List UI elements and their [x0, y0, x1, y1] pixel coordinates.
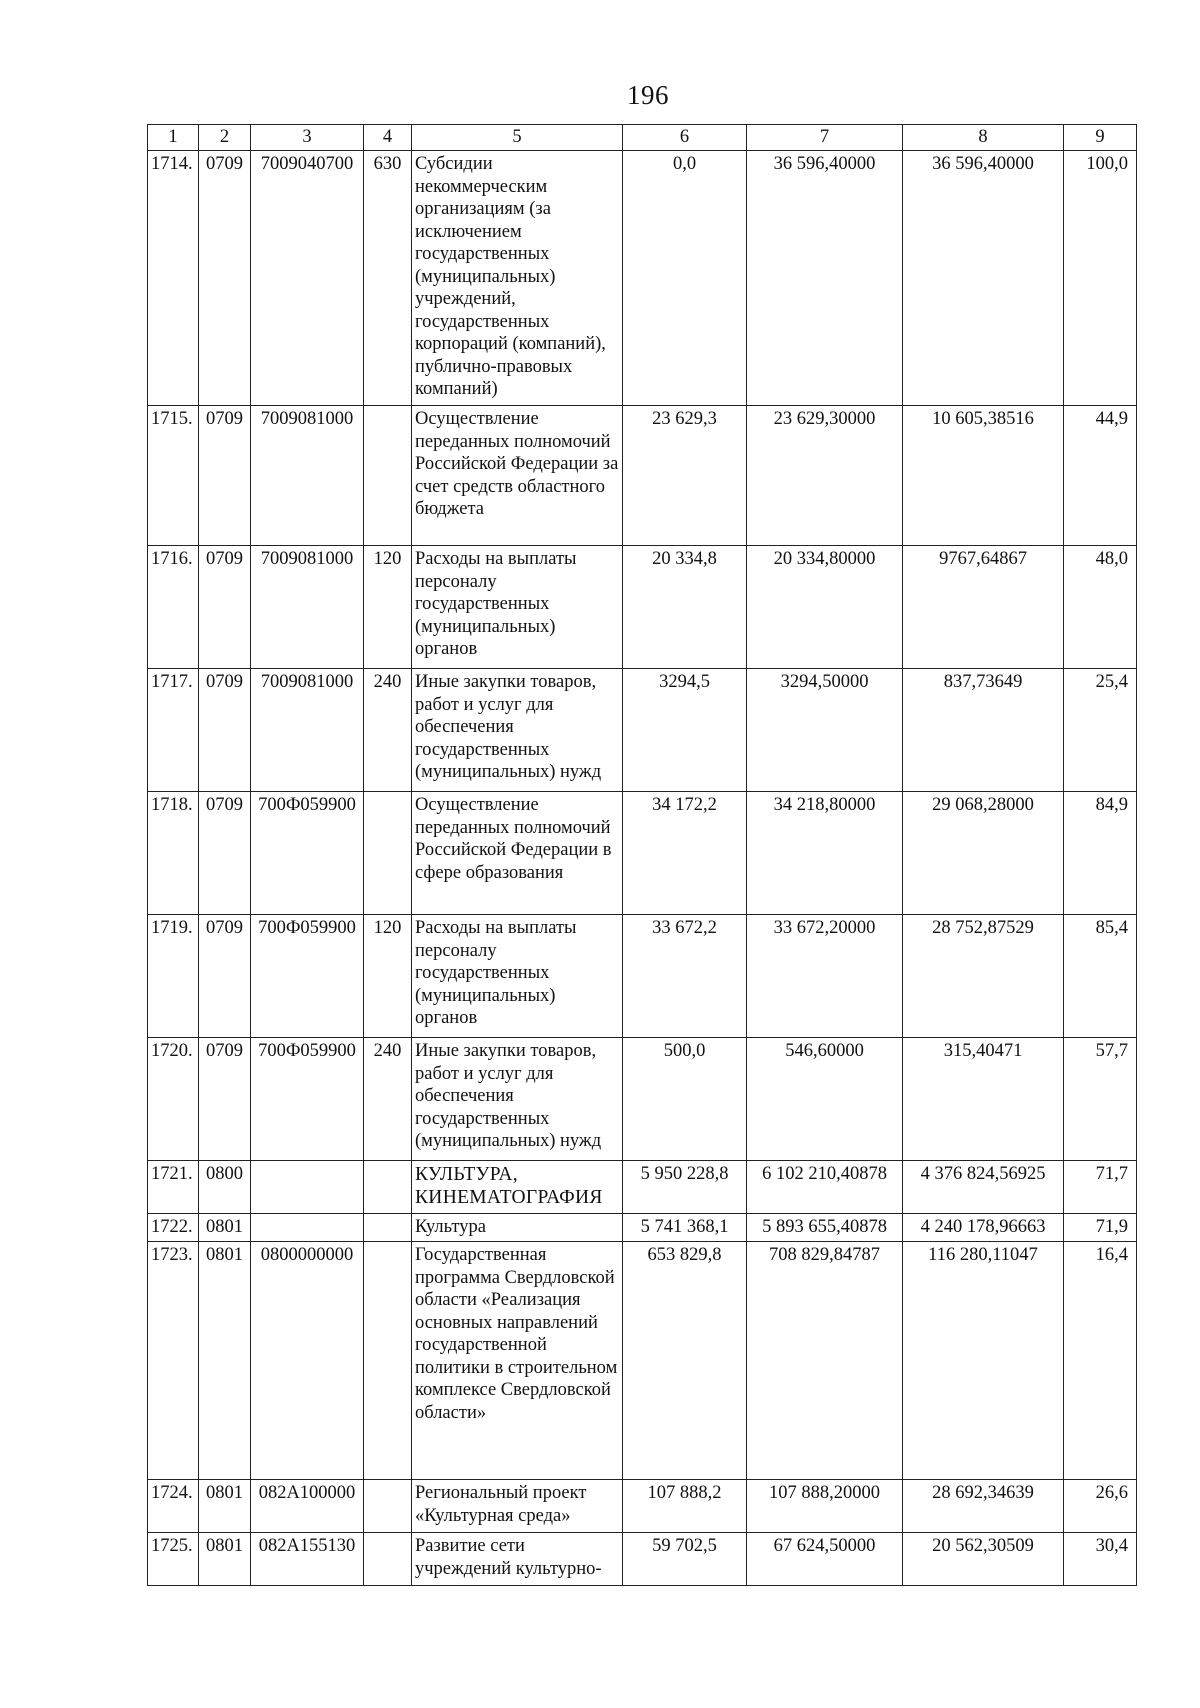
section-code: 0801 [199, 1214, 251, 1242]
revised-amount: 6 102 210,40878 [747, 1161, 903, 1214]
expense-type: 120 [364, 546, 412, 669]
expense-type [364, 1480, 412, 1533]
column-header: 5 [412, 125, 623, 151]
percent-executed: 71,7 [1064, 1161, 1137, 1214]
section-code: 0800 [199, 1161, 251, 1214]
column-header: 8 [903, 125, 1064, 151]
target-code: 7009081000 [251, 406, 364, 546]
header-row [148, 125, 1137, 151]
percent-executed: 57,7 [1064, 1038, 1137, 1161]
column-header: 9 [1064, 125, 1137, 151]
item-name: Иные закупки товаров, работ и услуг для обеспечения государственных (муниципальных) нужд [412, 1038, 623, 1161]
section-code: 0709 [199, 406, 251, 546]
row-number: 1718. [148, 792, 199, 915]
percent-executed: 26,6 [1064, 1480, 1137, 1533]
section-code: 0709 [199, 792, 251, 915]
actual-amount: 36 596,40000 [903, 151, 1064, 406]
expense-type: 120 [364, 915, 412, 1038]
expense-type: 240 [364, 1038, 412, 1161]
section-code: 0709 [199, 1038, 251, 1161]
planned-amount: 20 334,8 [623, 546, 747, 669]
page-number: 196 [627, 80, 669, 110]
percent-executed: 16,4 [1064, 1242, 1137, 1480]
section-code: 0801 [199, 1533, 251, 1586]
target-code: 700Ф059900 [251, 792, 364, 915]
revised-amount: 5 893 655,40878 [747, 1214, 903, 1242]
table-row [148, 546, 1137, 669]
planned-amount: 3294,5 [623, 669, 747, 792]
percent-executed: 71,9 [1064, 1214, 1137, 1242]
item-name: Расходы на выплаты персоналу государственных (муниципальных) органов [412, 546, 623, 669]
column-header: 7 [747, 125, 903, 151]
revised-amount: 23 629,30000 [747, 406, 903, 546]
table-row [148, 1480, 1137, 1533]
planned-amount: 0,0 [623, 151, 747, 406]
actual-amount: 10 605,38516 [903, 406, 1064, 546]
actual-amount: 29 068,28000 [903, 792, 1064, 915]
target-code [251, 1161, 364, 1214]
actual-amount: 20 562,30509 [903, 1533, 1064, 1586]
row-number: 1717. [148, 669, 199, 792]
target-code: 7009081000 [251, 669, 364, 792]
row-number: 1723. [148, 1242, 199, 1480]
target-code: 7009081000 [251, 546, 364, 669]
section-code: 0709 [199, 546, 251, 669]
percent-executed: 25,4 [1064, 669, 1137, 792]
planned-amount: 34 172,2 [623, 792, 747, 915]
revised-amount: 67 624,50000 [747, 1533, 903, 1586]
table-row [148, 1242, 1137, 1480]
item-name: Развитие сети учреждений культурно- [412, 1533, 623, 1586]
item-name: Культура [412, 1214, 623, 1242]
item-name: Региональный проект «Культурная среда» [412, 1480, 623, 1533]
row-number: 1715. [148, 406, 199, 546]
expense-type: 630 [364, 151, 412, 406]
table-row [148, 1533, 1137, 1586]
planned-amount: 33 672,2 [623, 915, 747, 1038]
section-code: 0801 [199, 1480, 251, 1533]
revised-amount: 3294,50000 [747, 669, 903, 792]
expense-type [364, 1242, 412, 1480]
planned-amount: 500,0 [623, 1038, 747, 1161]
percent-executed: 48,0 [1064, 546, 1137, 669]
row-number: 1720. [148, 1038, 199, 1161]
expense-type [364, 1533, 412, 1586]
item-name: КУЛЬТУРА, КИНЕМАТОГРАФИЯ [412, 1161, 623, 1214]
revised-amount: 33 672,20000 [747, 915, 903, 1038]
item-name: Осуществление переданных полномочий Российской Федерации в сфере образования [412, 792, 623, 915]
percent-executed: 30,4 [1064, 1533, 1137, 1586]
planned-amount: 107 888,2 [623, 1480, 747, 1533]
planned-amount: 5 741 368,1 [623, 1214, 747, 1242]
row-number: 1722. [148, 1214, 199, 1242]
section-code: 0709 [199, 915, 251, 1038]
row-number: 1721. [148, 1161, 199, 1214]
table-row [148, 792, 1137, 915]
section-code: 0709 [199, 151, 251, 406]
actual-amount: 116 280,11047 [903, 1242, 1064, 1480]
target-code: 700Ф059900 [251, 915, 364, 1038]
actual-amount: 837,73649 [903, 669, 1064, 792]
section-code: 0709 [199, 669, 251, 792]
section-code: 0801 [199, 1242, 251, 1480]
column-header: 4 [364, 125, 412, 151]
row-number: 1725. [148, 1533, 199, 1586]
table-row [148, 406, 1137, 546]
actual-amount: 28 692,34639 [903, 1480, 1064, 1533]
percent-executed: 100,0 [1064, 151, 1137, 406]
planned-amount: 23 629,3 [623, 406, 747, 546]
table-row [148, 151, 1137, 406]
item-name: Расходы на выплаты персоналу государственных (муниципальных) органов [412, 915, 623, 1038]
actual-amount: 4 240 178,96663 [903, 1214, 1064, 1242]
budget-table [147, 124, 1137, 1586]
item-name: Иные закупки товаров, работ и услуг для обеспечения государственных (муниципальных) нужд [412, 669, 623, 792]
target-code: 082A100000 [251, 1480, 364, 1533]
actual-amount: 9767,64867 [903, 546, 1064, 669]
table-row [148, 1214, 1137, 1242]
column-header: 2 [199, 125, 251, 151]
expense-type [364, 406, 412, 546]
table-row [148, 1161, 1137, 1214]
actual-amount: 315,40471 [903, 1038, 1064, 1161]
table-header [148, 125, 1137, 151]
target-code: 700Ф059900 [251, 1038, 364, 1161]
item-name: Осуществление переданных полномочий Российской Федерации за счет средств областного бюджета [412, 406, 623, 546]
expense-type [364, 1161, 412, 1214]
table-row [148, 1038, 1137, 1161]
target-code: 082A155130 [251, 1533, 364, 1586]
row-number: 1716. [148, 546, 199, 669]
expense-type [364, 1214, 412, 1242]
planned-amount: 653 829,8 [623, 1242, 747, 1480]
planned-amount: 5 950 228,8 [623, 1161, 747, 1214]
column-header: 6 [623, 125, 747, 151]
revised-amount: 546,60000 [747, 1038, 903, 1161]
percent-executed: 84,9 [1064, 792, 1137, 915]
column-header: 3 [251, 125, 364, 151]
row-number: 1719. [148, 915, 199, 1038]
item-name: Субсидии некоммерческим организациям (за исключением государственных (муниципальных) учреждений, государственных корпораций (компаний), публично-правовых компаний) [412, 151, 623, 406]
target-code: 7009040700 [251, 151, 364, 406]
planned-amount: 59 702,5 [623, 1533, 747, 1586]
target-code [251, 1214, 364, 1242]
expense-type: 240 [364, 669, 412, 792]
actual-amount: 28 752,87529 [903, 915, 1064, 1038]
revised-amount: 36 596,40000 [747, 151, 903, 406]
table-row [148, 915, 1137, 1038]
revised-amount: 34 218,80000 [747, 792, 903, 915]
revised-amount: 20 334,80000 [747, 546, 903, 669]
actual-amount: 4 376 824,56925 [903, 1161, 1064, 1214]
row-number: 1724. [148, 1480, 199, 1533]
row-number: 1714. [148, 151, 199, 406]
expense-type [364, 792, 412, 915]
revised-amount: 708 829,84787 [747, 1242, 903, 1480]
item-name: Государственная программа Свердловской области «Реализация основных направлений государственной политики в строительном комплексе Свердловской области» [412, 1242, 623, 1480]
column-header: 1 [148, 125, 199, 151]
percent-executed: 85,4 [1064, 915, 1137, 1038]
revised-amount: 107 888,20000 [747, 1480, 903, 1533]
target-code: 0800000000 [251, 1242, 364, 1480]
percent-executed: 44,9 [1064, 406, 1137, 546]
table-row [148, 669, 1137, 792]
